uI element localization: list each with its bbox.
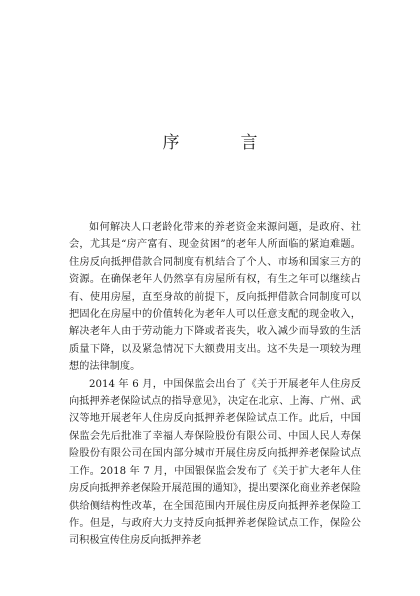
- paragraph: 如何解决人口老龄化带来的养老资金来源问题，是政府、社会，尤其是“房产富有、现金贫困”的老年人所面临的紧迫难题。住房反向抵押借款合同制度有机结合了个人、市场和国家三方的资源。在确保老年人仍然享有房屋所有权，有生之年可以继续占有、使用房屋，直至身故的前提下，反向抵押借款合同制度可以把固化在房屋中的价值转化为老年人可以任意支配的现金收入，解决老年人由于劳动能力下降或者丧失，收入减少而导致的生活质量下降，以及紧急情况下大额费用支出。这不失是一项较为理想的法律制度。: [69, 222, 361, 373]
- paragraph: 2014 年 6 月，中国保监会出台了《关于开展老年人住房反向抵押养老保险试点的指导意见》，决定在北京、上海、广州、武汉等地开展老年人住房反向抵押养老保险试点工作。此后，中国保监会先后批准了幸福人寿保险股份有限公司、中国人民人寿保险股份有限公司在国内部分城市开展住房反向抵押养老保险试点工作。2018 年 7 月，中国银保监会发布了《关于扩大老年人住房反向抵押养老保险开展范围的通知》，提出要深化商业养老保险供给侧结构性改革，在全国范围内开展住房反向抵押养老保险工作。但是，与政府大力支持反向抵押养老保险试点工作，保险公司积极宣传住房反向抵押养老: [69, 378, 361, 547]
- preface-title: 序 言: [162, 133, 280, 153]
- preface-body: [69, 219, 361, 550]
